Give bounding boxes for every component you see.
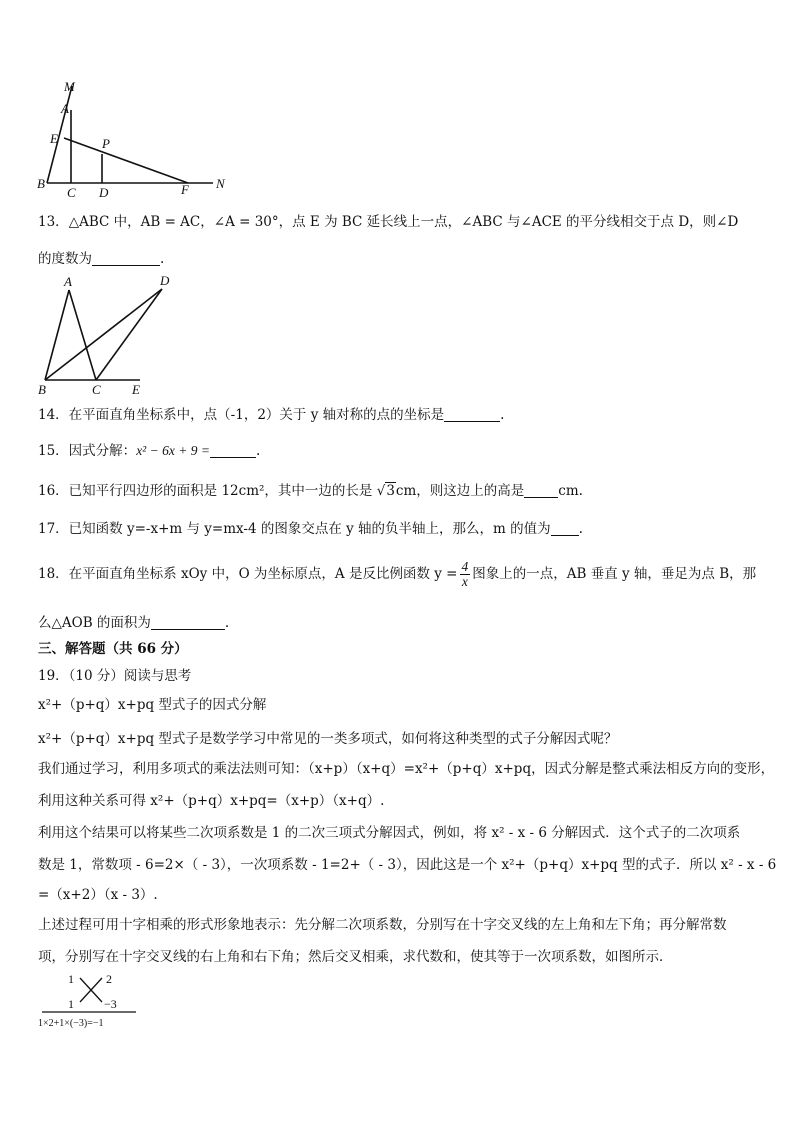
label-A: A: [64, 274, 72, 289]
q15-answer-blank[interactable]: [210, 443, 256, 458]
question-18: [38, 558, 756, 590]
label-B: B: [37, 176, 45, 191]
q18-answer-blank[interactable]: [151, 615, 225, 630]
label-N: N: [216, 176, 225, 191]
cross-bottom-right: −3: [104, 997, 117, 1011]
q17-text: 17．已知函数 y=-x+m 与 y=mx-4 的图象交点在 y 轴的负半轴上，那么，m 的值为: [38, 521, 551, 537]
label-P: P: [102, 136, 110, 151]
q19-p4b: 数是 1，常数项 - 6=2×（ - 3），一次项系数 - 1=2+（ - 3），因此这是一个 x²+（p+q）x+pq 型的式子．所以 x² - x - 6: [38, 857, 777, 873]
question-14: [38, 406, 504, 424]
label-D: D: [160, 273, 170, 288]
q19-header: 19．（10 分）阅读与思考: [38, 668, 192, 684]
q18-suffix: 图象上的一点，AB 垂直 y 轴，垂足为点 B，那: [472, 566, 757, 582]
q19-p4a: 利用这个结果可以将某些二次项系数是 1 的二次三项式分解因式，例如，将 x² - x - 6 分解因式．这个式子的二次项系: [38, 825, 741, 841]
fraction-numerator: 4: [461, 559, 469, 574]
line-BD: [45, 289, 162, 380]
q14-answer-blank[interactable]: [444, 407, 500, 422]
q13-number: 13．: [38, 214, 69, 230]
q16-end: cm.: [558, 483, 583, 499]
cross-bottom-left: 1: [68, 997, 74, 1011]
label-D: D: [99, 185, 109, 198]
label-M: M: [64, 79, 75, 94]
question-16: [38, 482, 583, 500]
figure-q12: [30, 76, 230, 198]
line-BA: [45, 290, 69, 380]
figure-q13: [32, 272, 182, 398]
q14-text: 14．在平面直角坐标系中，点（-1，2）关于 y 轴对称的点的坐标是: [38, 407, 445, 423]
cross-top-left: 1: [68, 972, 74, 986]
cross-top-right: 2: [106, 972, 112, 986]
q19-p4c: =（x+2）（x - 3）.: [38, 887, 158, 903]
line-AC: [69, 290, 96, 380]
cross-multiplication-diagram: [36, 968, 156, 1034]
q13-end: .: [160, 251, 165, 267]
q13-text-b: 的度数为: [38, 251, 92, 267]
q15-end: .: [255, 443, 261, 459]
line-EF: [64, 138, 188, 183]
q16-sqrt-value: 3: [386, 483, 395, 499]
q19-p5b: 项，分别写在十字交叉线的右上角和右下角；然后交叉相乘，求代数和，使其等于一次项系数，如图所示．: [38, 949, 673, 965]
line-CD: [96, 289, 162, 380]
label-E: E: [132, 382, 140, 397]
cross-caption: 1×2+1×(−3)=−1: [38, 1018, 104, 1029]
question-13-line2: [38, 250, 164, 268]
label-B: B: [38, 382, 46, 397]
label-A: A: [61, 101, 69, 116]
question-15: [38, 442, 260, 460]
q13-answer-blank[interactable]: [92, 251, 160, 266]
q17-end: .: [578, 521, 583, 537]
q18-line2: 么△AOB 的面积为: [38, 615, 151, 631]
q19-p1: x²+（p+q）x+pq 型式子的因式分解: [38, 697, 267, 713]
fraction-denominator: x: [461, 574, 468, 589]
q18-end: .: [224, 615, 230, 631]
q16-answer-blank[interactable]: [524, 483, 558, 498]
label-C: C: [92, 382, 101, 397]
q19-p5a: 上述过程可用十字相乘的形式形象地表示：先分解二次项系数，分别写在十字交叉线的左上角和左下角；再分解常数: [38, 917, 727, 933]
question-17: [38, 520, 583, 538]
q16-mid: cm，则这边上的高是: [395, 483, 525, 499]
q14-end: .: [500, 407, 505, 423]
question-13: [38, 213, 738, 231]
q19-p3a: 我们通过学习，利用多项式的乘法法则可知：（x+p）（x+q）=x²+（p+q）x+pq，因式分解是整式乘法相反方向的变形，: [38, 761, 775, 777]
q16-prefix: 16．已知平行四边形的面积是 12cm²，其中一边的长是: [38, 483, 377, 499]
label-E: E: [50, 131, 58, 146]
q13-text: △ABC 中，AB = AC，∠A = 30°，点 E 为 BC 延长线上一点，∠ABC 与∠ACE 的平分线相交于点 D，则∠D: [68, 214, 739, 230]
q15-expression: x² − 6x + 9 =: [136, 443, 210, 458]
q19-p2: x²+（p+q）x+pq 型式子是数学学习中常见的一类多项式，如何将这种类型的式子分解因式呢？: [38, 731, 618, 747]
label-F: F: [181, 182, 189, 197]
q15-prefix: 15．因式分解：: [38, 443, 137, 459]
section-heading: 三、解答题（共 66 分）: [38, 641, 188, 657]
label-C: C: [67, 185, 76, 198]
q18-prefix: 18．在平面直角坐标系 xOy 中，O 为坐标原点，A 是反比例函数 y =: [38, 566, 458, 582]
q19-p3b: 利用这种关系可得 x²+（p+q）x+pq=（x+p）（x+q）.: [38, 793, 385, 809]
q18-fraction: [460, 560, 471, 589]
question-18-line2: [38, 614, 229, 632]
sqrt-symbol: √: [376, 483, 386, 499]
q17-answer-blank[interactable]: [551, 521, 579, 536]
